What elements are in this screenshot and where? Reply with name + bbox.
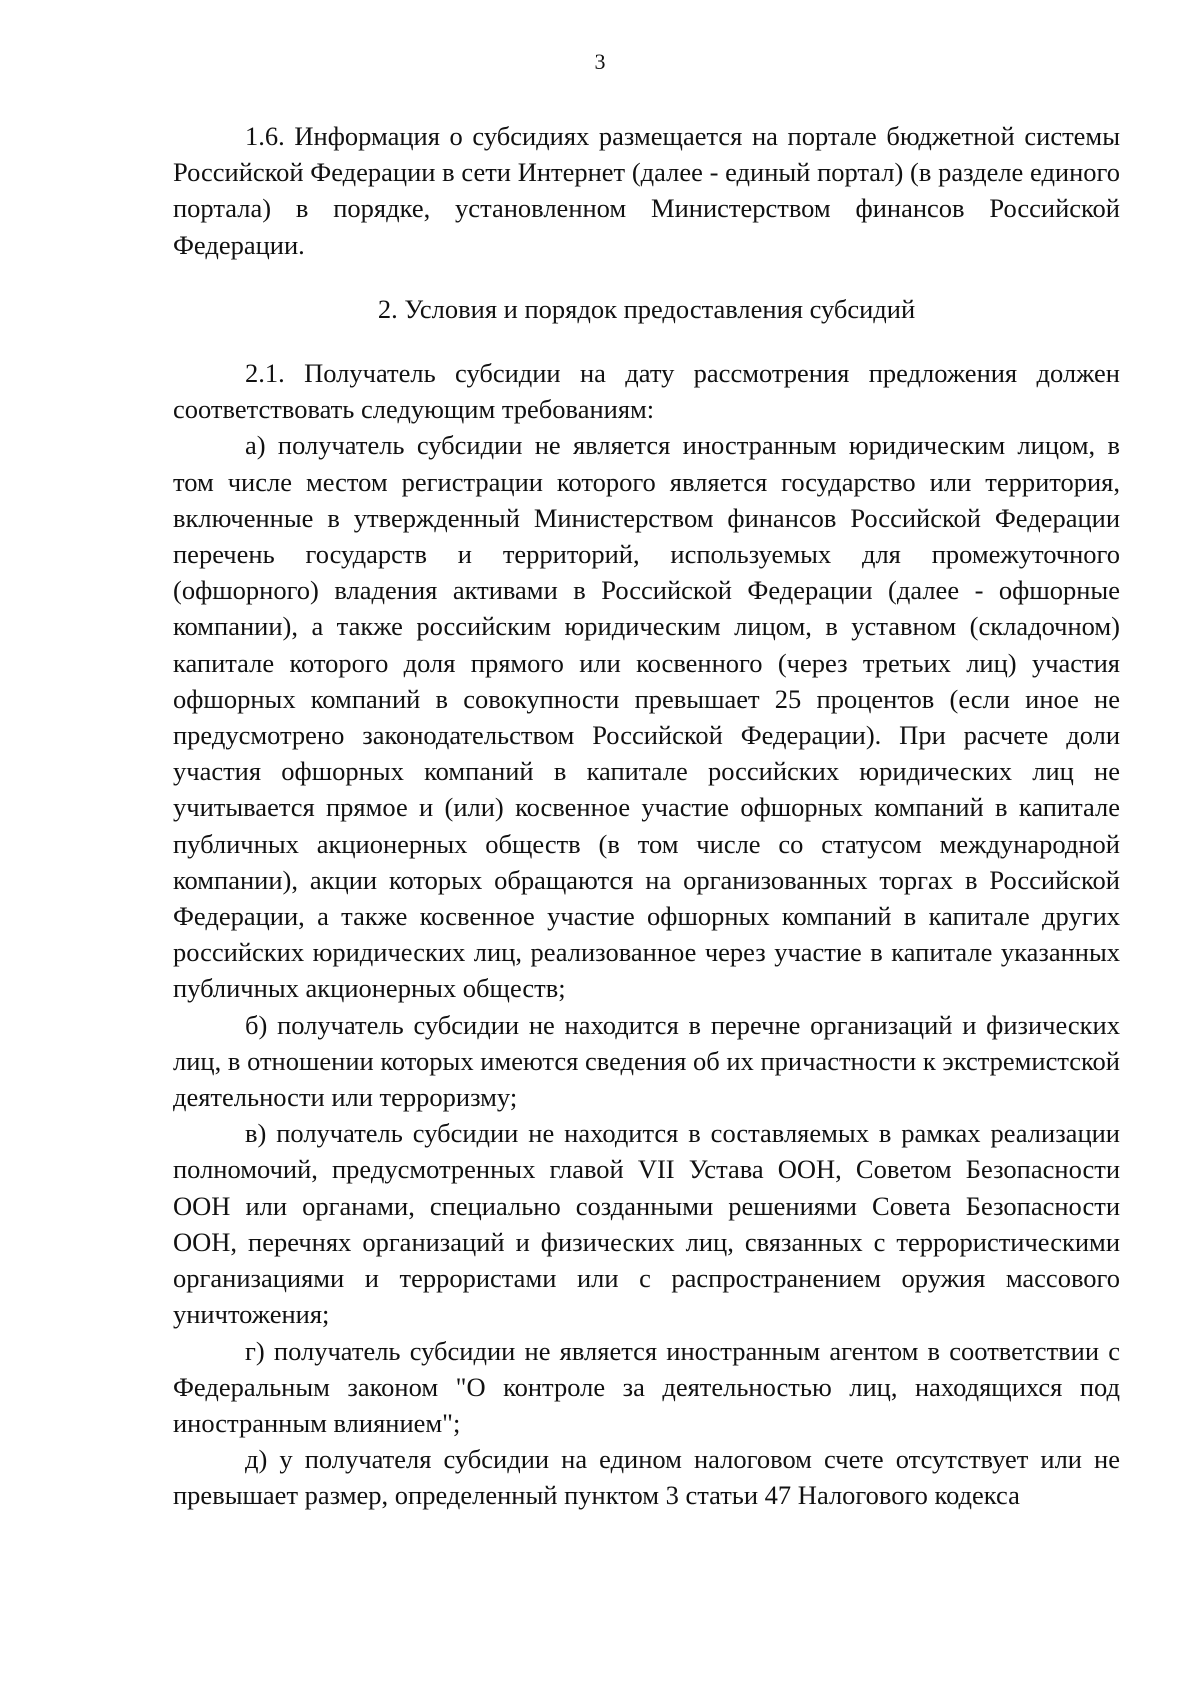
paragraph-2-1: 2.1. Получатель субсидии на дату рассмотрения предложения должен соответствовать следующим требованиям:	[173, 358, 1120, 425]
list-item-d: д) у получателя субсидии на едином налоговом счете отсутствует или не превышает размер, определенный пунктом 3 статьи 47 Налогового кодекса	[173, 1444, 1120, 1511]
list-item-g: г) получатель субсидии не является иностранным агентом в соответствии с Федеральным законом "О контроле за деятельностью лиц, находящихся под иностранным влиянием";	[173, 1335, 1120, 1438]
document-body	[173, 118, 1120, 1514]
list-item-b: б) получатель субсидии не находится в перечне организаций и физических лиц, в отношении которых имеются сведения об их причастности к экстремистской деятельности или терроризму;	[173, 1009, 1120, 1113]
list-item-a: а) получатель субсидии не является иностранным юридическим лицом, в том числе местом регистрации которого является государство или территория, включенные в утвержденный Министерством финансов Российской Федерации перечень государств и территорий, используемых для промежуточного (офшорного) владения активами в Российской Федерации (далее - офшорные компании), а также российским юридическим лицом, в уставном (складочном) капитале которого доля прямого или косвенного (через третьих лиц) участия офшорных компаний в совокупности превышает 25 процентов (если иное не предусмотрено законодательством Российской Федерации). При расчете доли участия офшорных компаний в капитале российских юридических лиц не учитывается прямое и (или) косвенное участие офшорных компаний в капитале публичных акционерных обществ (в том числе со статусом международной компании), акции которых обращаются на организованных торгах в Российской Федерации, а также косвенное участие офшорных компаний в капитале других российских юридических лиц, реализованное через участие в капитале указанных публичных акционерных обществ;	[173, 430, 1120, 1004]
section-2-heading: 2. Условия и порядок предоставления субсидий	[377, 293, 916, 324]
page-number: 3	[594, 49, 606, 74]
list-item-v: в) получатель субсидии не находится в составляемых в рамках реализации полномочий, предусмотренных главой VII Устава ООН, Советом Безопасности ООН или органами, специально созданными решениями Совета Безопасности ООН, перечнях организаций и физических лиц, связанных с террористическими организациями и террористами или с распространением оружия массового уничтожения;	[173, 1118, 1120, 1330]
paragraph-1-6: 1.6. Информация о субсидиях размещается на портале бюджетной системы Российской Федерации в сети Интернет (далее - единый портал) (в разделе единого портала) в порядке, установленном Министерством финансов Российской Федерации.	[173, 121, 1120, 260]
